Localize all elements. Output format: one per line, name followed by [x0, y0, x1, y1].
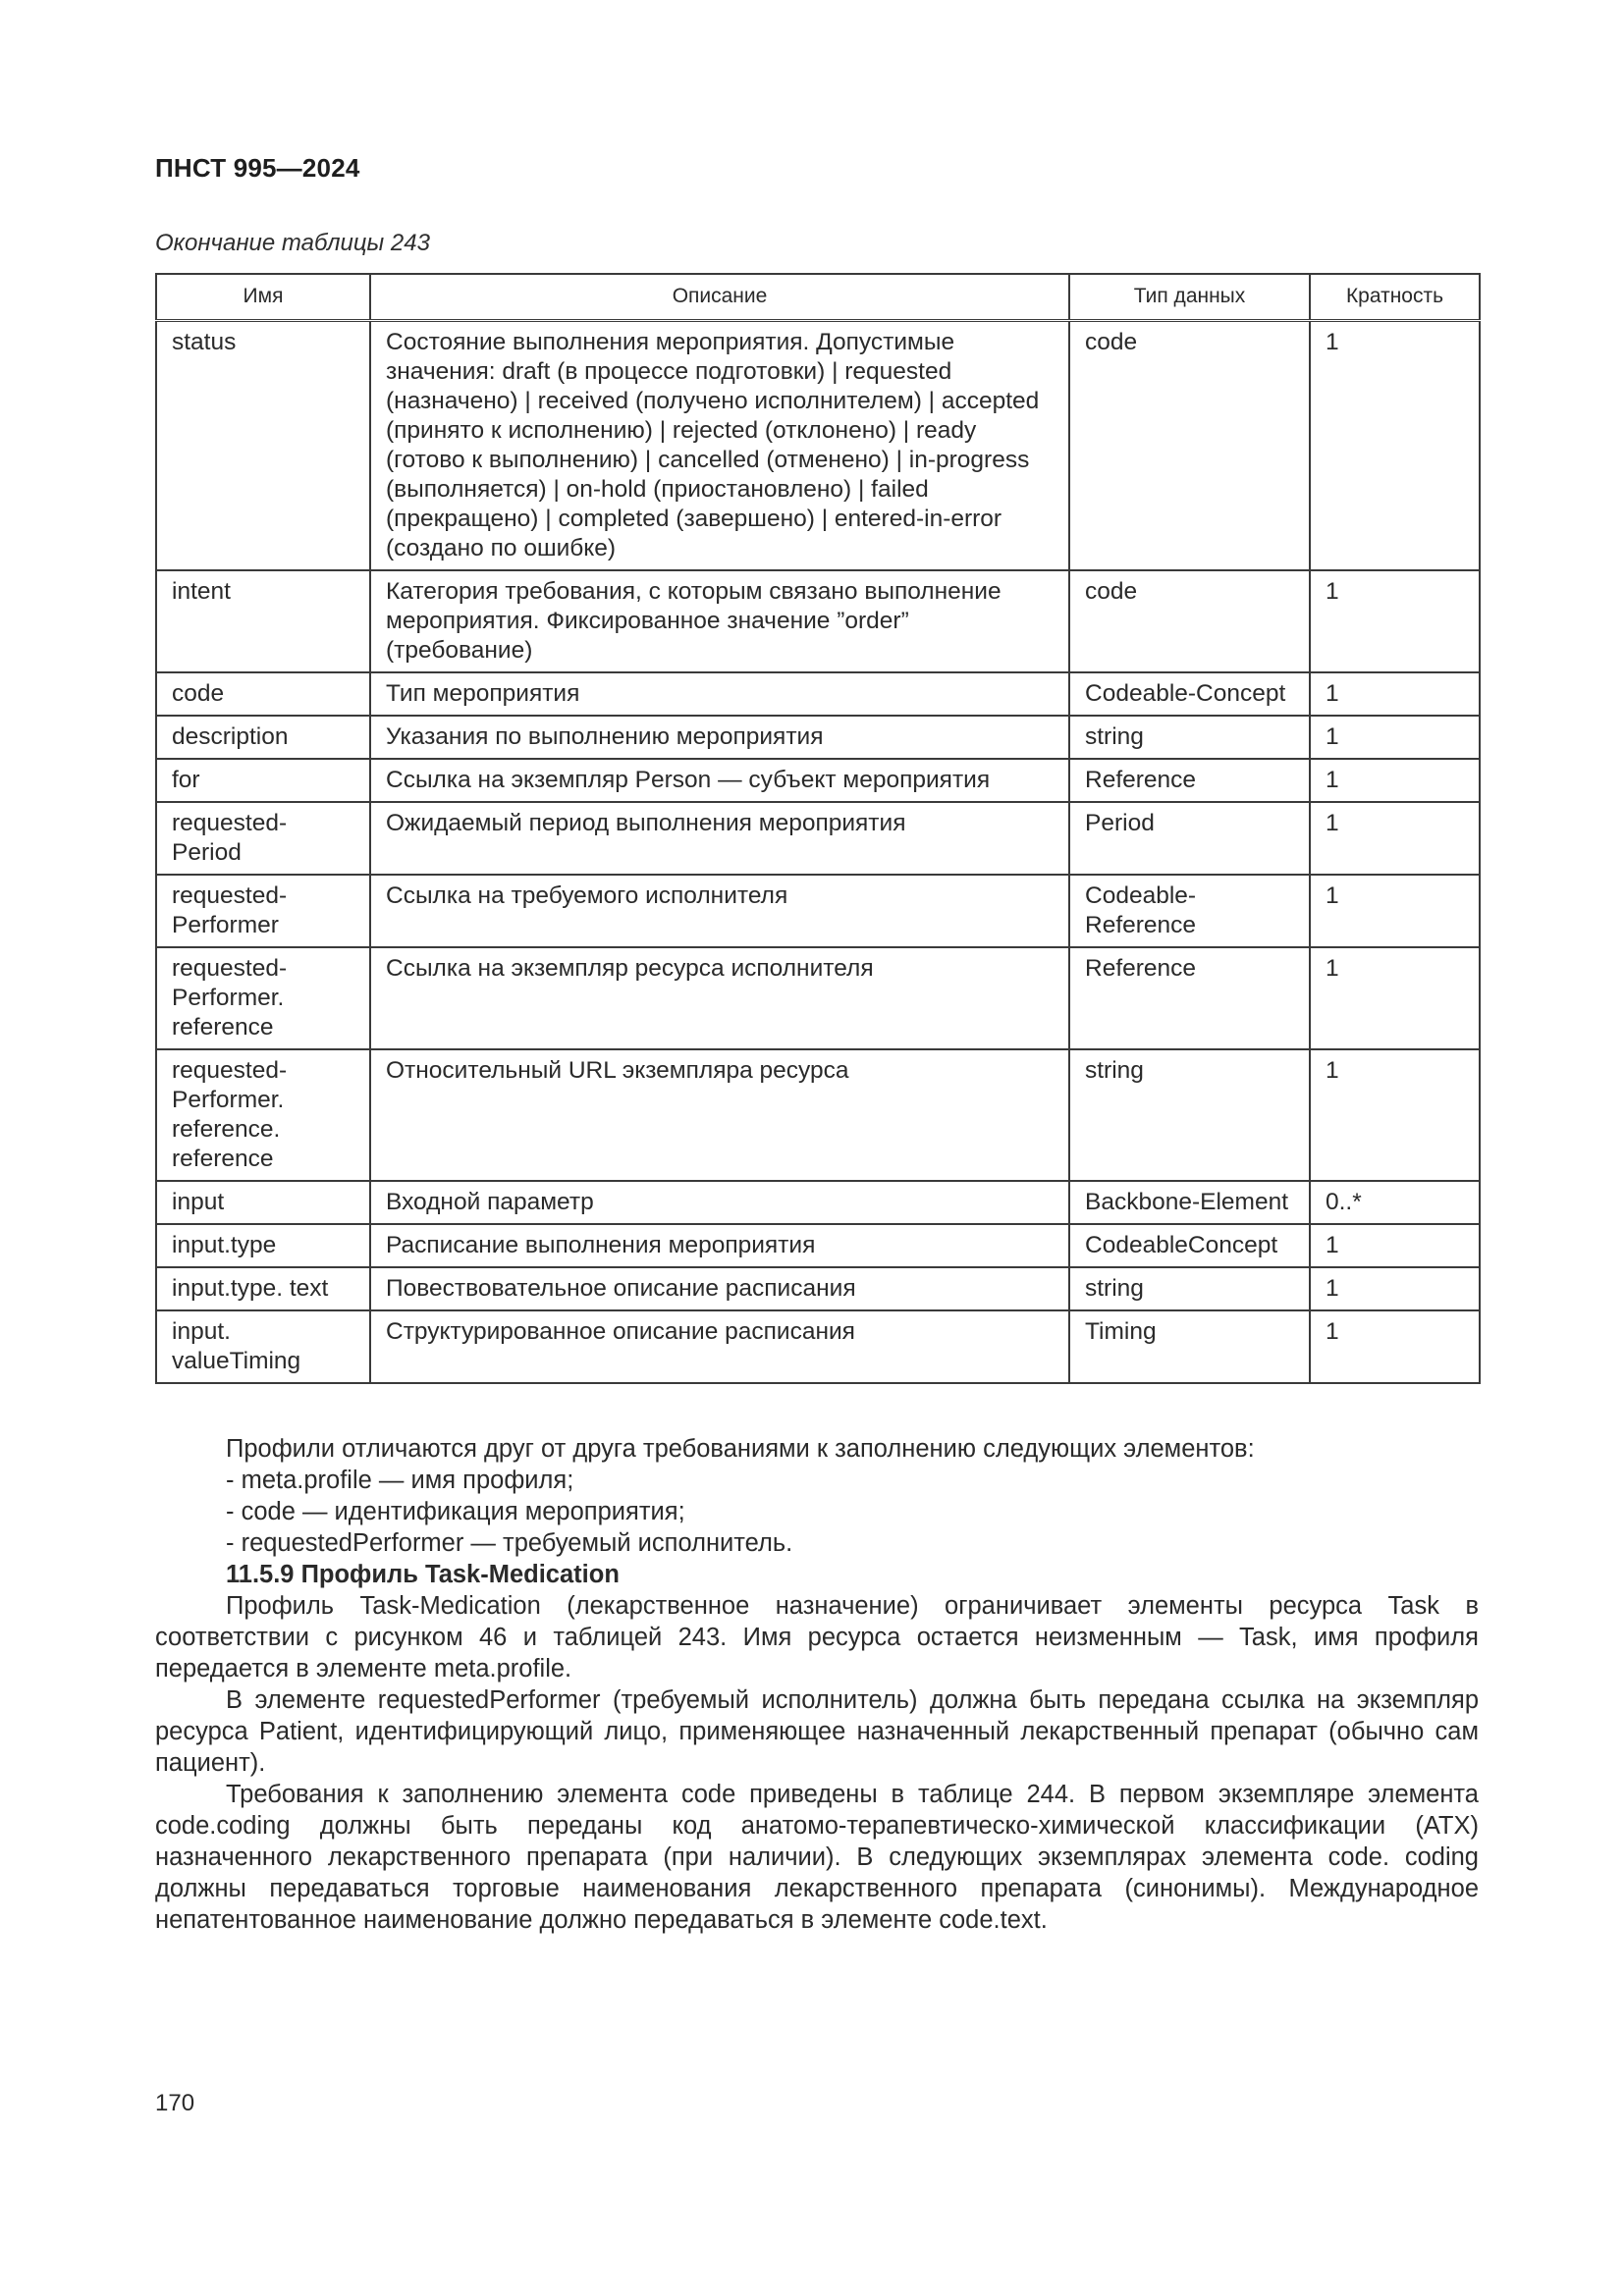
cell-cardinality: 1 — [1310, 672, 1480, 716]
cell-name: intent — [156, 570, 370, 672]
cell-description: Ожидаемый период выполнения мероприятия — [370, 802, 1069, 875]
cell-description: Указания по выполнению мероприятия — [370, 716, 1069, 759]
cell-data-type: string — [1069, 716, 1310, 759]
cell-data-type: CodeableConcept — [1069, 1224, 1310, 1267]
table-row — [156, 759, 1480, 802]
cell-name: code — [156, 672, 370, 716]
cell-description: Повествовательное описание расписания — [370, 1267, 1069, 1310]
cell-description: Тип мероприятия — [370, 672, 1069, 716]
section-heading: 11.5.9 Профиль Task-Medication — [226, 1561, 620, 1588]
body-text — [155, 1433, 1479, 1936]
cell-cardinality: 1 — [1310, 802, 1480, 875]
list-item: - meta.profile — имя профиля; — [226, 1467, 574, 1494]
cell-cardinality: 1 — [1310, 321, 1480, 571]
table-row — [156, 802, 1480, 875]
cell-description: Ссылка на экземпляр Person — субъект мероприятия — [370, 759, 1069, 802]
cell-data-type: Reference — [1069, 947, 1310, 1049]
cell-name: requested-Performer. reference — [156, 947, 370, 1049]
cell-data-type: Period — [1069, 802, 1310, 875]
paragraph: В элементе requestedPerformer (требуемый исполнитель) должна быть передана ссылка на экземпляр ресурса Patient, идентифицирующий лицо, применяющее назначенный лекарственный препарат (обычно сам пациент). — [155, 1686, 1479, 1777]
column-header-name: Имя — [156, 274, 370, 321]
table-row — [156, 570, 1480, 672]
cell-name: input. valueTiming — [156, 1310, 370, 1383]
cell-data-type: code — [1069, 321, 1310, 571]
cell-data-type: Reference — [1069, 759, 1310, 802]
document-code-header: ПНСТ 995—2024 — [155, 153, 360, 183]
cell-name: input.type — [156, 1224, 370, 1267]
table-row — [156, 1181, 1480, 1224]
table-row — [156, 947, 1480, 1049]
table-row — [156, 1267, 1480, 1310]
table-row — [156, 1049, 1480, 1181]
table-row — [156, 875, 1480, 947]
table-row — [156, 716, 1480, 759]
cell-data-type: Timing — [1069, 1310, 1310, 1383]
cell-data-type: Codeable-Concept — [1069, 672, 1310, 716]
cell-description: Ссылка на экземпляр ресурса исполнителя — [370, 947, 1069, 1049]
cell-data-type: string — [1069, 1267, 1310, 1310]
cell-data-type: code — [1069, 570, 1310, 672]
cell-data-type: string — [1069, 1049, 1310, 1181]
list-item: - code — идентификация мероприятия; — [226, 1498, 685, 1525]
profiles-intro-paragraph: Профили отличаются друг от друга требованиями к заполнению следующих элементов: — [226, 1435, 1255, 1463]
table-row — [156, 1224, 1480, 1267]
paragraph: Профиль Task-Medication (лекарственное назначение) ограничивает элементы ресурса Task в соответствии с рисунком 46 и таблицей 243. Имя ресурса остается неизменным — Task, имя профиля передается в элементе meta.profile. — [155, 1592, 1479, 1682]
cell-description: Ссылка на требуемого исполнителя — [370, 875, 1069, 947]
cell-cardinality: 1 — [1310, 1267, 1480, 1310]
cell-description: Структурированное описание расписания — [370, 1310, 1069, 1383]
cell-name: requested-Period — [156, 802, 370, 875]
table-body — [156, 321, 1480, 1384]
cell-description: Расписание выполнения мероприятия — [370, 1224, 1069, 1267]
cell-data-type: Backbone-Element — [1069, 1181, 1310, 1224]
cell-name: input — [156, 1181, 370, 1224]
cell-description: Входной параметр — [370, 1181, 1069, 1224]
cell-cardinality: 1 — [1310, 1224, 1480, 1267]
cell-cardinality: 1 — [1310, 759, 1480, 802]
table-row — [156, 1310, 1480, 1383]
cell-description: Относительный URL экземпляра ресурса — [370, 1049, 1069, 1181]
table-row — [156, 672, 1480, 716]
table-caption: Окончание таблицы 243 — [155, 230, 430, 256]
cell-data-type: Codeable-Reference — [1069, 875, 1310, 947]
cell-cardinality: 1 — [1310, 716, 1480, 759]
cell-cardinality: 1 — [1310, 1049, 1480, 1181]
cell-cardinality: 1 — [1310, 570, 1480, 672]
table-header-row — [156, 274, 1480, 321]
cell-name: status — [156, 321, 370, 571]
list-item: - requestedPerformer — требуемый исполнитель. — [226, 1529, 793, 1557]
cell-cardinality: 0..* — [1310, 1181, 1480, 1224]
cell-name: description — [156, 716, 370, 759]
cell-description: Категория требования, с которым связано выполнение мероприятия. Фиксированное значение ”order” (требование) — [370, 570, 1069, 672]
page-number: 170 — [155, 2090, 195, 2116]
spec-table — [155, 273, 1481, 1384]
column-header-cardinality: Кратность — [1310, 274, 1480, 321]
cell-cardinality: 1 — [1310, 875, 1480, 947]
cell-cardinality: 1 — [1310, 1310, 1480, 1383]
table-row — [156, 321, 1480, 571]
column-header-data-type: Тип данных — [1069, 274, 1310, 321]
cell-name: for — [156, 759, 370, 802]
cell-name: input.type. text — [156, 1267, 370, 1310]
column-header-description: Описание — [370, 274, 1069, 321]
cell-description: Состояние выполнения мероприятия. Допустимые значения: draft (в процессе подготовки) | requested (назначено) | received (получено исполнителем) | accepted (принято к исполнению) | rejected (отклонено) | ready (готово к выполнению) | cancelled (отменено) | in-progress (выполняется) | on-hold (приостановлено) | failed (прекращено) | completed (завершено) | entered-in-error (создано по ошибке) — [370, 321, 1069, 571]
cell-name: requested-Performer — [156, 875, 370, 947]
cell-cardinality: 1 — [1310, 947, 1480, 1049]
cell-name: requested-Performer. reference. reference — [156, 1049, 370, 1181]
paragraph: Требования к заполнению элемента code приведены в таблице 244. В первом экземпляре элемента code.coding должны быть переданы код анатомо-терапевтическо-химической классификации (АТХ) назначенного лекарственного препарата (при наличии). В следующих экземплярах элемента code. coding должны передаваться торговые наименования лекарственного препарата (синонимы). Международное непатентованное наименование должно передаваться в элементе code.text. — [155, 1781, 1479, 1934]
